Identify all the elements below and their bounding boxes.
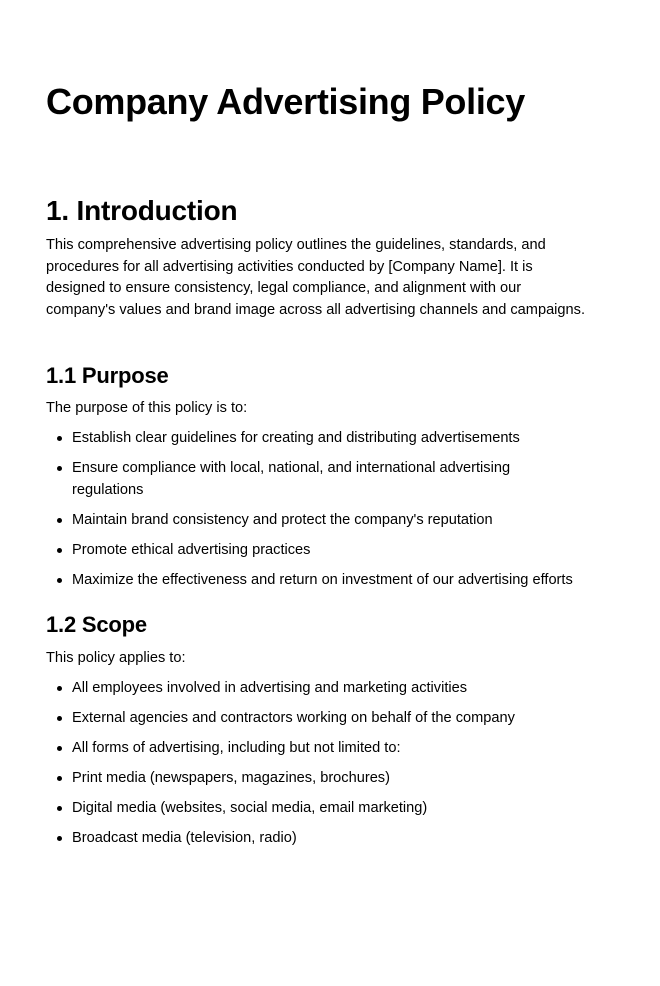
purpose-list xyxy=(46,427,626,599)
bullet-icon xyxy=(57,686,62,691)
bullet-icon xyxy=(57,806,62,811)
list-item: Maximize the effectiveness and return on investment of our advertising efforts xyxy=(46,569,626,591)
list-item: All employees involved in advertising and marketing activities xyxy=(46,677,626,699)
purpose-lead-text: The purpose of this policy is to: xyxy=(46,400,248,416)
introduction-paragraph: This comprehensive advertising policy outlines the guidelines, standards, and procedures for all advertising activities conducted by [Company Name]. It is designed to ensure consistency, legal compliance, and alignment with our company's values and brand image across all advertising channels and campaigns. xyxy=(46,237,586,318)
list-item: Broadcast media (television, radio) xyxy=(46,827,626,849)
scope-list xyxy=(46,677,626,857)
bullet-icon xyxy=(57,716,62,721)
list-item: Establish clear guidelines for creating and distributing advertisements xyxy=(46,427,626,449)
list-item: External agencies and contractors working on behalf of the company xyxy=(46,707,626,729)
list-item: Promote ethical advertising practices xyxy=(46,539,626,561)
document-title: Company Advertising Policy xyxy=(46,81,525,122)
bullet-icon xyxy=(57,466,62,471)
bullet-icon xyxy=(57,548,62,553)
bullet-icon xyxy=(57,746,62,751)
list-item: Ensure compliance with local, national, and international advertising regulations xyxy=(46,457,626,501)
bullet-icon xyxy=(57,776,62,781)
subsection-heading-scope: 1.2 Scope xyxy=(46,612,147,637)
bullet-icon xyxy=(57,436,62,441)
list-item: All forms of advertising, including but not limited to: xyxy=(46,737,626,759)
list-item: Digital media (websites, social media, email marketing) xyxy=(46,797,626,819)
section-heading-introduction: 1. Introduction xyxy=(46,195,238,226)
scope-lead-text: This policy applies to: xyxy=(46,650,186,666)
list-item: Print media (newspapers, magazines, brochures) xyxy=(46,767,626,789)
bullet-icon xyxy=(57,518,62,523)
subsection-heading-purpose: 1.1 Purpose xyxy=(46,363,169,388)
bullet-icon xyxy=(57,578,62,583)
bullet-icon xyxy=(57,836,62,841)
list-item: Maintain brand consistency and protect the company's reputation xyxy=(46,509,626,531)
